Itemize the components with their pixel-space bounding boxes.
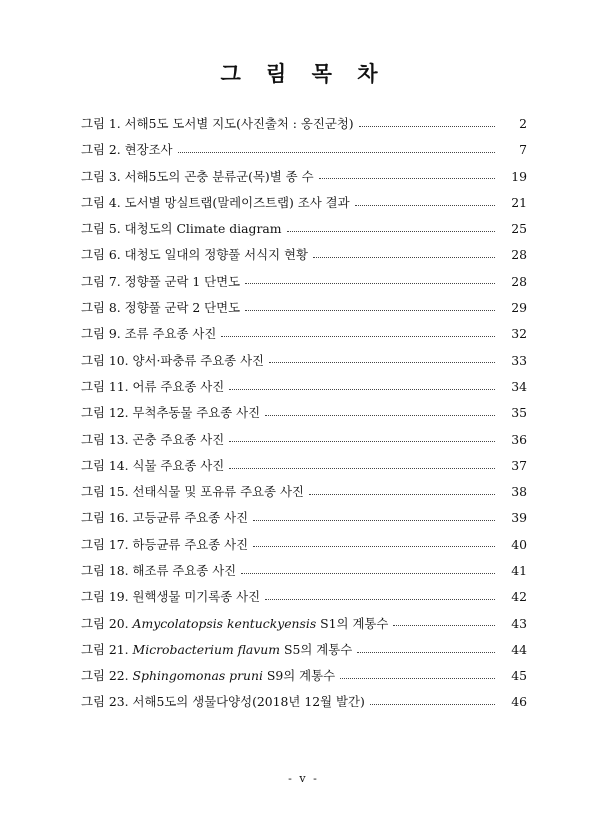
- figure-entry-caption: 그림 19. 원핵생물 미기록종 사진: [81, 589, 261, 605]
- dot-leader: [265, 415, 495, 416]
- figure-entry-page-number: 45: [511, 668, 527, 684]
- figure-entry-page-number: 38: [511, 484, 527, 500]
- figure-entry-caption: 그림 20.: [81, 615, 129, 631]
- figure-entry-caption: 그림 11. 어류 주요종 사진: [81, 378, 225, 394]
- figure-entry-page-number: 39: [511, 510, 527, 526]
- figure-entry[interactable]: [81, 295, 527, 321]
- figure-entry[interactable]: [81, 453, 527, 479]
- figure-entry-page-number: 42: [511, 589, 527, 605]
- figure-entry-label: [81, 194, 350, 210]
- figure-entry[interactable]: [81, 348, 527, 374]
- figure-entry[interactable]: [81, 111, 527, 137]
- figure-entry-page-number: 37: [511, 457, 527, 473]
- figure-entry-page-number: 2: [519, 115, 527, 131]
- figure-entry-caption: 그림 9. 조류 주요종 사진: [81, 326, 217, 342]
- figure-entry[interactable]: [81, 558, 527, 584]
- figure-entry[interactable]: [81, 505, 527, 531]
- figure-entry[interactable]: [81, 321, 527, 347]
- figure-entry[interactable]: [81, 164, 527, 190]
- dot-leader: [319, 178, 495, 179]
- figure-entry-caption: 그림 16. 고등균류 주요종 사진: [81, 510, 249, 526]
- figure-entry-caption: 그림 5. 대청도의 Climate diagram: [81, 221, 282, 237]
- dot-leader: [245, 283, 495, 284]
- figure-entry[interactable]: [81, 269, 527, 295]
- dot-leader: [229, 468, 495, 469]
- figure-entry-label: [81, 378, 225, 394]
- figure-entry-label: [81, 168, 314, 184]
- figure-entry[interactable]: [81, 374, 527, 400]
- figure-entry-page-number: 34: [511, 378, 527, 394]
- figure-entry[interactable]: [81, 690, 527, 716]
- figure-entry-caption: 그림 4. 도서별 망실트랩(말레이즈트랩) 조사 결과: [81, 194, 350, 210]
- dot-leader: [340, 678, 495, 679]
- figure-entry-label: [81, 486, 304, 498]
- figure-entry-caption: 그림 1. 서해5도 도서별 지도(사진출처 : 옹진군청): [81, 115, 354, 131]
- figure-entry-suffix: S9의 계통수: [266, 668, 336, 684]
- figure-entry-label: [81, 352, 265, 368]
- figure-entry-label: [81, 591, 260, 603]
- figure-entry-label: [81, 641, 353, 657]
- figure-entry[interactable]: [81, 479, 527, 505]
- dot-leader: [245, 310, 495, 311]
- dot-leader: [253, 520, 495, 521]
- figure-entry[interactable]: [81, 216, 527, 242]
- figure-entry-page-number: 21: [511, 194, 527, 210]
- figure-entry-caption: 그림 17. 하등균류 주요종 사진: [81, 536, 249, 552]
- figure-entry-caption: 그림 2. 현장조사: [81, 142, 173, 158]
- figure-entry-label: [81, 407, 260, 419]
- figure-entry-page-number: 7: [519, 142, 527, 158]
- figure-entry-page-number: 19: [511, 168, 527, 184]
- figure-entry-page-number: 40: [511, 536, 527, 552]
- figure-entry-page-number: 25: [511, 221, 527, 237]
- figure-entry-page-number: 32: [511, 326, 527, 342]
- dot-leader: [221, 336, 495, 337]
- page-number: - v -: [288, 772, 319, 785]
- figure-entry-label: [81, 615, 389, 631]
- figure-entry-suffix: S5의 계통수: [283, 641, 353, 657]
- figure-entry-caption: 그림 7. 정향풀 군락 1 단면도: [81, 273, 241, 289]
- dot-leader: [357, 652, 495, 653]
- figure-list: [81, 111, 527, 716]
- figure-entry-caption: 그림 15. 선태식물 및 포유류 주요종 사진: [81, 484, 304, 500]
- figure-entry-label: [81, 512, 248, 524]
- dot-leader: [359, 126, 495, 127]
- figure-entry-caption: 그림 18. 해조류 주요종 사진: [81, 562, 237, 578]
- dot-leader: [241, 573, 495, 574]
- dot-leader: [313, 257, 495, 258]
- dot-leader: [178, 152, 495, 153]
- dot-leader: [265, 599, 495, 600]
- figure-entry-label: [81, 457, 225, 473]
- dot-leader: [253, 546, 495, 547]
- figure-entry[interactable]: [81, 532, 527, 558]
- figure-entry-caption: 그림 23. 서해5도의 생물다양성(2018년 12월 발간): [81, 694, 365, 710]
- figure-entry-caption: 그림 6. 대청도 일대의 정향풀 서식지 현황: [81, 247, 308, 263]
- figure-entry-label: [81, 562, 237, 578]
- figure-entry-label: [81, 328, 216, 340]
- figure-entry-page-number: 28: [511, 247, 527, 263]
- dot-leader: [309, 494, 495, 495]
- figure-entry-page-number: 36: [511, 431, 527, 447]
- dot-leader: [355, 205, 495, 206]
- figure-entry-page-number: 29: [511, 300, 527, 316]
- figure-entry-label: [81, 696, 365, 708]
- figure-entry[interactable]: [81, 637, 527, 663]
- dot-leader: [229, 389, 495, 390]
- figure-entry-caption: 그림 3. 서해5도의 곤충 분류군(목)별 종 수: [81, 168, 314, 184]
- figure-entry-page-number: 46: [511, 694, 527, 710]
- dot-leader: [393, 625, 495, 626]
- figure-entry-page-number: 33: [511, 352, 527, 368]
- figure-entry-label: [81, 670, 335, 682]
- figure-entry-label: [81, 223, 282, 235]
- figure-entry-caption: 그림 13. 곤충 주요종 사진: [81, 431, 225, 447]
- figure-entry-page-number: 28: [511, 273, 527, 289]
- figure-entry[interactable]: [81, 242, 527, 268]
- figure-entry-caption: 그림 12. 무척추동물 주요종 사진: [81, 405, 261, 421]
- figure-entry-page-number: 43: [511, 615, 527, 631]
- figure-entry-label: [81, 249, 308, 261]
- figure-entry-caption: 그림 22.: [81, 668, 129, 684]
- figure-entry[interactable]: [81, 137, 527, 163]
- figure-entry[interactable]: [81, 400, 527, 426]
- figure-entry-suffix: S1의 계통수: [320, 615, 389, 631]
- figure-entry-species-name: Microbacterium flavum: [132, 641, 281, 657]
- dot-leader: [269, 362, 495, 363]
- page-title: 그 림 목 차: [220, 61, 387, 86]
- figure-entry-caption: 그림 14. 식물 주요종 사진: [81, 457, 225, 473]
- figure-entry-page-number: 44: [511, 641, 527, 657]
- figure-entry-label: [81, 536, 249, 552]
- figure-entry-label: [81, 273, 241, 289]
- figure-entry[interactable]: [81, 611, 527, 637]
- figure-entry[interactable]: [81, 427, 527, 453]
- figure-entry[interactable]: [81, 663, 527, 689]
- figure-entry-label: [81, 144, 173, 156]
- figure-entry-page-number: 41: [511, 562, 527, 578]
- figure-entry-caption: 그림 21.: [81, 641, 129, 657]
- figure-entry-caption: 그림 8. 정향풀 군락 2 단면도: [81, 300, 241, 316]
- figure-entry-species-name: Amycolatopsis kentuckyensis: [132, 615, 317, 631]
- figure-entry[interactable]: [81, 584, 527, 610]
- dot-leader: [287, 231, 495, 232]
- figure-entry-label: [81, 431, 225, 447]
- figure-entry-label: [81, 302, 240, 314]
- figure-entry-species-name: Sphingomonas pruni: [132, 668, 263, 684]
- figure-entry[interactable]: [81, 190, 527, 216]
- figure-entry-caption: 그림 10. 양서·파충류 주요종 사진: [81, 352, 265, 368]
- dot-leader: [370, 704, 495, 705]
- dot-leader: [229, 441, 495, 442]
- figure-entry-page-number: 35: [511, 405, 527, 421]
- figure-entry-label: [81, 115, 354, 131]
